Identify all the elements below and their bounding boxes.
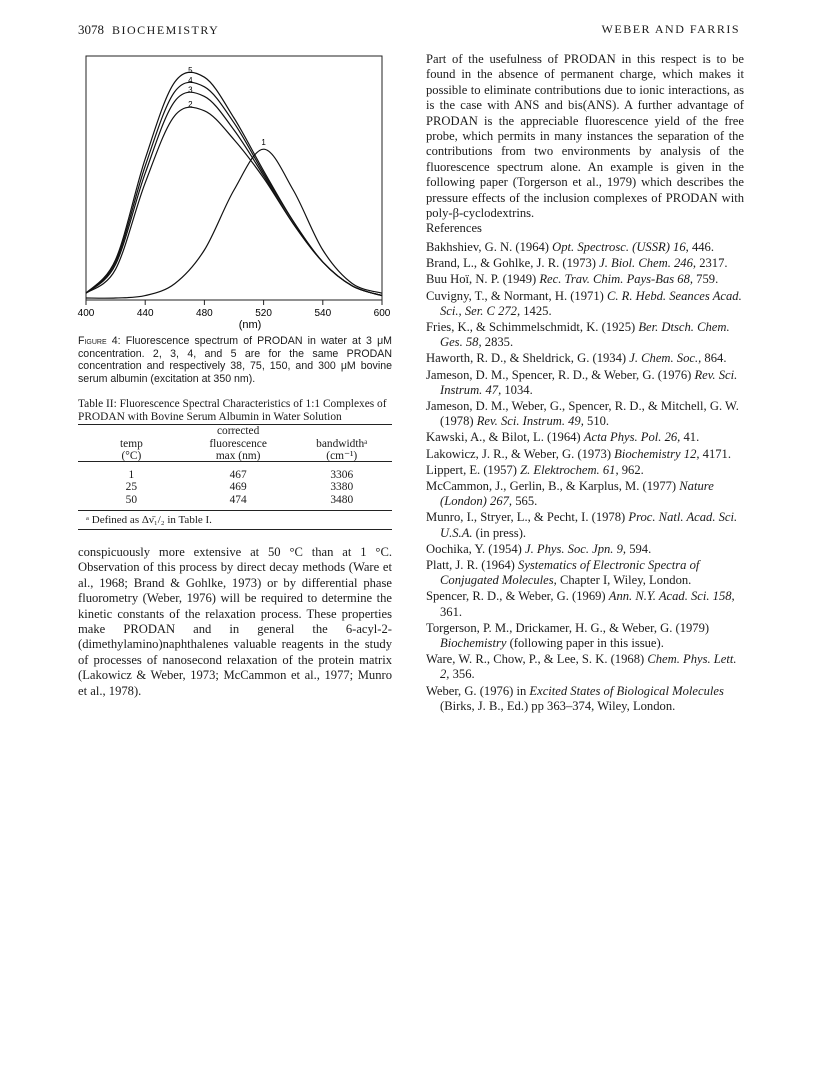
table-header-row [78, 450, 392, 466]
reference-item: Spencer, R. D., & Weber, G. (1969) Ann. N.Y. Acad. Sci. 158, 361. [426, 589, 735, 619]
running-head-left [78, 22, 219, 38]
x-tick-label: 600 [373, 308, 391, 319]
spectrum-curve-5 [86, 72, 382, 295]
reference-item: Haworth, R. D., & Sheldrick, G. (1934) J. Chem. Soc., 864. [426, 351, 727, 366]
table-cell: 474 [229, 493, 247, 506]
curve-label-3: 3 [188, 85, 193, 95]
table-header-cell: fluorescence [209, 437, 267, 450]
reference-item: Lippert, E. (1957) Z. Elektrochem. 61, 962. [426, 462, 644, 477]
table-row [78, 466, 392, 482]
reference-item: Jameson, D. M., Spencer, R. D., & Weber, G. (1976) Rev. Sci. Instrum. 47, 1034. [426, 367, 738, 397]
reference-item: Buu Hoï, N. P. (1949) Rec. Trav. Chim. Pays-Bas 68, 759. [426, 272, 719, 287]
table-cell: 3380 [330, 481, 354, 493]
references-heading: References [426, 221, 482, 235]
table-cell: 1 [128, 468, 135, 481]
x-tick-label: 440 [136, 308, 154, 319]
reference-item: Weber, G. (1976) in Excited States of Biological Molecules (Birks, J. B., Ed.) pp 363–374, Wiley, London. [426, 683, 724, 713]
spectrum-chart [77, 52, 391, 332]
table-header-cell [292, 425, 393, 438]
reference-item: Ware, W. R., Chow, P., & Lee, S. K. (1968) Chem. Phys. Lett. 2, 356. [426, 652, 737, 682]
plot-frame [86, 56, 382, 300]
table-header-cell: (cm⁻¹) [326, 450, 358, 462]
reference-item: Kawski, A., & Bilot, L. (1964) Acta Phys. Pol. 26, 41. [426, 430, 700, 445]
reference-item: Brand, L., & Gohlke, J. R. (1973) J. Biol. Chem. 246, 2317. [426, 256, 728, 271]
x-tick-label: 480 [196, 308, 213, 319]
x-tick-label: 520 [255, 308, 272, 319]
table-bottom-rule [78, 529, 392, 530]
reference-item: Torgerson, P. M., Drickamer, H. G., & Weber, G. (1979) Biochemistry (following paper in this issue). [426, 620, 710, 651]
table-header-row [78, 425, 392, 438]
reference-item: Fries, K., & Schimmelschmidt, K. (1925) Ber. Dtsch. Chem. Ges. 58, 2835. [426, 320, 730, 350]
table-cell: 3306 [330, 468, 354, 481]
caption-label: Figure 4: [78, 335, 121, 347]
caption-text: Fluorescence spectrum of PRODAN in water at 3 μM concentration. 2, 3, 4, and 5 are for the same PRODAN concentration and respectively 38, 75, 150, and 300 μM bovine serum albumin (excitation at 350 nm). [78, 335, 392, 385]
curve-label-2: 2 [188, 99, 193, 109]
reference-item: Platt, J. R. (1964) Systematics of Electronic Spectra of Conjugated Molecules, Chapter I, Wiley, London. [426, 558, 700, 588]
table-header-cell [78, 425, 185, 438]
table-footnote: ᵃ Defined as Δν̄₁/₂ in Table I. [86, 514, 212, 526]
body-text-right: Part of the usefulness of PRODAN in this respect is to be found in the absence of permanent charge, which makes it possible to eliminate contributions due to ionic interactions, as is the case with ANS and bis(ANS). A further advantage of PRODAN is the appreciable fluorescence yield of the free probe, which permits in many instances the separation of the contributions from two environments by analysis of the fluorescence spectrum alone. An example is given in the following paper (Torgerson et al., 1979) which describes the pressure effects of the inclusion complexes of PRODAN with poly-β-cyclodextrins. [426, 52, 744, 221]
curve-label-4: 4 [188, 75, 193, 85]
table-row [78, 481, 392, 494]
table-header-cell: (°C) [121, 450, 142, 462]
table-header-cell: corrected [216, 425, 260, 437]
journal-name: BIOCHEMISTRY [112, 23, 220, 37]
reference-item: Munro, I., Stryer, L., & Pecht, I. (1978) Proc. Natl. Acad. Sci. U.S.A. (in press). [426, 510, 738, 540]
figure-caption [78, 335, 392, 385]
table-header-cell: temp [119, 437, 143, 450]
table-header-cell: max (nm) [215, 450, 261, 462]
table-cell: 25 [125, 481, 138, 493]
table-body-rule [78, 510, 392, 511]
x-tick-label: 400 [77, 308, 95, 319]
reference-item: Oochika, Y. (1954) J. Phys. Soc. Jpn. 9, 594. [426, 541, 652, 556]
body-text-left: conspicuously more extensive at 50 °C than at 1 °C. Observation of this process by direct decay methods (Ware et al., 1968; Brand & Gohlke, 1973) or by differential phase fluorometry (Weber, 1976) will be required to determine the kinetic constants of the relaxation process. These properties make PRODAN and in general the 6-acyl-2-(dimethylamino)naphthalenes valuable reagents in the study of processes of nanosecond relaxation of the protein matrix (Lakowicz & Weber, 1973; McCammon et al., 1977; Munro et al., 1978). [78, 545, 392, 698]
x-axis-label: (nm) [238, 319, 262, 331]
reference-item: Cuvigny, T., & Normant, H. (1971) C. R. Hebd. Seances Acad. Sci., Ser. C 272, 1425. [426, 288, 742, 318]
table-row [78, 494, 392, 507]
table-header-cell: bandwidthᵃ [316, 437, 368, 450]
curve-label-5: 5 [188, 66, 193, 76]
page-number: 3078 [78, 22, 104, 37]
reference-list [426, 240, 744, 714]
table-header-row [78, 438, 392, 451]
spectrum-curve-2 [86, 107, 382, 295]
table-header-rule [78, 461, 392, 462]
table-cell: 467 [229, 468, 247, 481]
table-cell: 50 [125, 493, 138, 506]
curve-label-1: 1 [261, 138, 266, 148]
references-section [426, 212, 744, 715]
reference-item: Jameson, D. M., Weber, G., Spencer, R. D., & Mitchell, G. W. (1978) Rev. Sci. Instrum. 49, 510. [426, 399, 739, 429]
figure-4 [77, 52, 391, 332]
running-head-authors: WEBER AND FARRIS [601, 22, 740, 36]
table-cell: 469 [229, 481, 247, 493]
reference-item: McCammon, J., Gerlin, B., & Karplus, M. (1977) Nature (London) 267, 565. [426, 479, 714, 509]
table-cell: 3480 [330, 493, 354, 506]
reference-item: Lakowicz, J. R., & Weber, G. (1973) Biochemistry 12, 4171. [426, 446, 731, 461]
reference-item: Bakhshiev, G. N. (1964) Opt. Spectrosc. (USSR) 16, 446. [426, 240, 714, 254]
x-tick-label: 540 [314, 308, 332, 319]
table-title: Table II: Fluorescence Spectral Characteristics of 1:1 Complexes of PRODAN with Bovine Serum Albumin in Water Solution [78, 398, 387, 423]
table-ii [78, 425, 392, 506]
